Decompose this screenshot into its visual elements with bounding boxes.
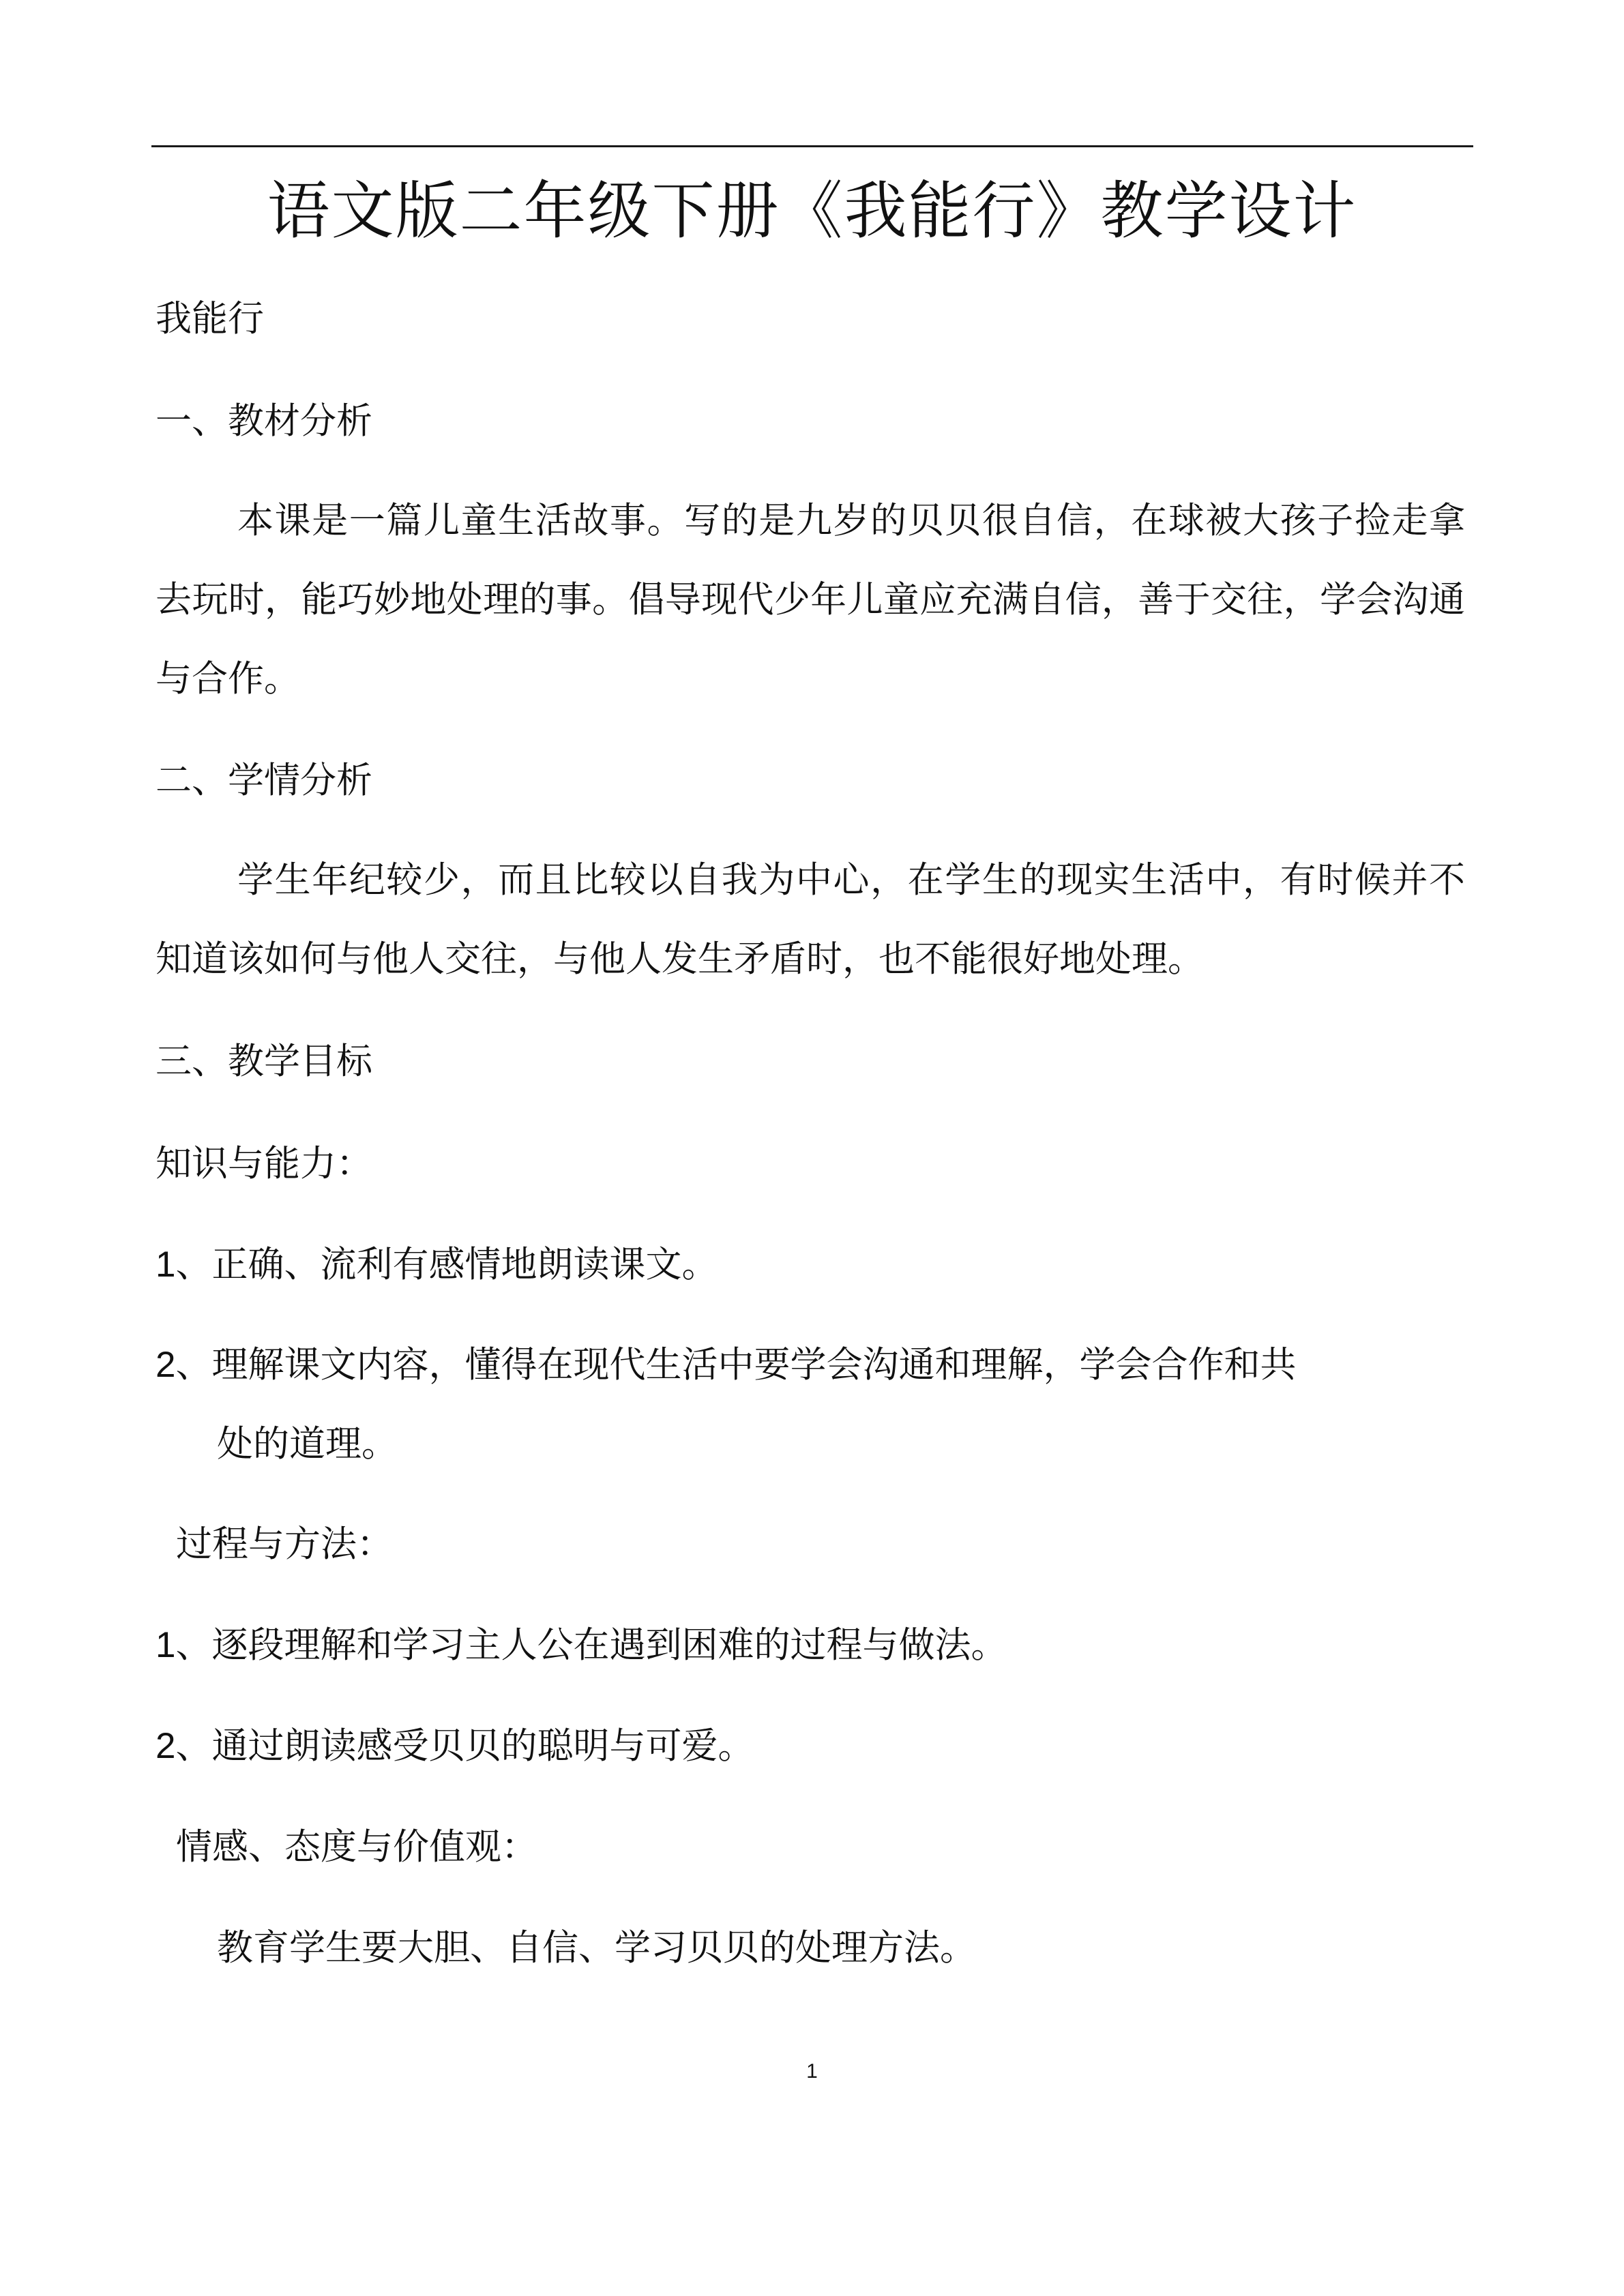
section-heading-textbook-analysis: 一、教材分析	[156, 400, 372, 442]
process-method-heading: 过程与方法：	[176, 1523, 393, 1565]
lesson-subtitle: 我能行	[156, 298, 264, 340]
document-title: 语文版二年级下册《我能行》教学设计	[267, 175, 1357, 248]
list-number: 1	[156, 1625, 176, 1665]
emotion-attitude-values-heading: 情感、态度与价值观：	[176, 1826, 537, 1868]
list-number: 2	[156, 1345, 176, 1385]
header-rule	[151, 145, 1473, 147]
textbook-analysis-paragraph: 本课是一篇儿童生活故事。写的是九岁的贝贝很自信，在球被大孩子捡走拿去玩时，能巧妙地处理的事。倡导现代少年儿童应充满自信，善于交往，学会沟通与合作。	[156, 500, 1465, 700]
list-item-text: 、理解课文内容，懂得在现代生活中要学会沟通和理解，学会合作和共	[175, 1344, 1297, 1386]
list-item-text: 、逐段理解和学习主人公在遇到困难的过程与做法。	[175, 1624, 1007, 1666]
process-item-1	[156, 1618, 1007, 1673]
knowledge-item-2	[156, 1338, 1296, 1392]
list-number: 2	[156, 1726, 176, 1766]
knowledge-item-1	[156, 1238, 718, 1292]
section-heading-teaching-objectives: 三、教学目标	[156, 1041, 372, 1082]
knowledge-item-2-continuation: 处的道理。	[217, 1423, 398, 1465]
list-item-text: 、正确、流利有感情地朗读课文。	[175, 1244, 718, 1285]
section-heading-student-analysis: 二、学情分析	[156, 760, 372, 801]
student-analysis-paragraph: 学生年纪较少，而且比较以自我为中心，在学生的现实生活中，有时候并不知道该如何与他人交往，与他人发生矛盾时，也不能很好地处理。	[156, 859, 1465, 980]
list-number: 1	[156, 1244, 176, 1285]
list-item-text: 、通过朗读感受贝贝的聪明与可爱。	[175, 1725, 754, 1767]
page-number: 1	[806, 2060, 818, 2083]
process-item-2	[156, 1719, 754, 1774]
emotion-attitude-values-text: 教育学生要大胆、自信、学习贝贝的处理方法。	[217, 1927, 976, 1969]
knowledge-ability-heading: 知识与能力：	[156, 1143, 372, 1184]
